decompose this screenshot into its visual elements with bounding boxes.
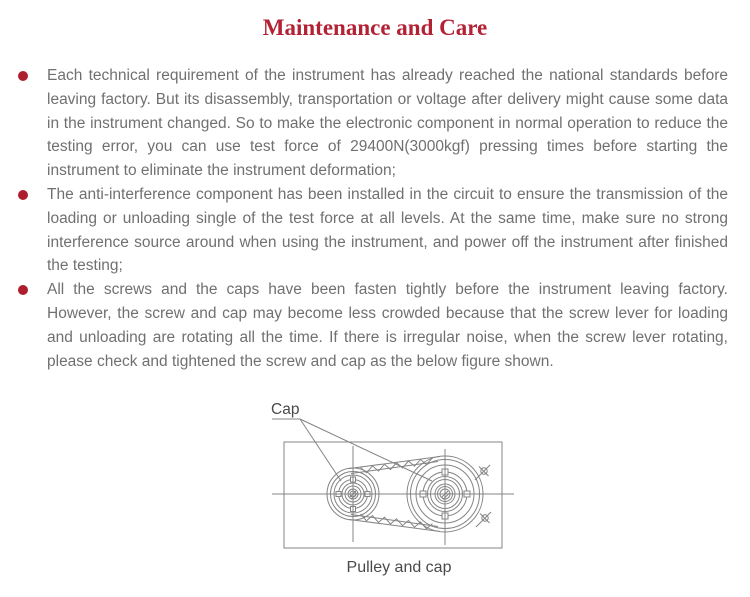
figure-caption: Pulley and cap (346, 559, 452, 576)
list-item (18, 183, 728, 278)
list-item (18, 278, 728, 373)
page-title: Maintenance and Care (262, 15, 488, 40)
screw-symbol-top (475, 465, 490, 480)
bullet-marker (18, 190, 28, 200)
cap-callout (271, 401, 432, 481)
pulley-diagram (0, 395, 750, 597)
bullet-text: All the screws and the caps have been fasten tightly before the instrument leaving factory. However, the screw and cap may become less crowded because that the screw lever for loading and unloading are rotating all the time. If there is irregular noise, when the screw lever rotating, please check and tightened the screw and cap as the below figure shown. (47, 281, 728, 370)
center-lines (272, 446, 514, 545)
list-item (18, 64, 728, 183)
bullet-list (18, 64, 728, 373)
belt-top (350, 457, 441, 474)
screw-symbol-bottom (476, 512, 491, 527)
belt-teeth (361, 514, 433, 529)
bullet-marker (18, 71, 28, 81)
cap-label: Cap (271, 401, 300, 418)
bullet-text: Each technical requirement of the instrument has already reached the national standards before leaving factory. But its disassembly, transportation or voltage after delivery might cause some data in the instrument changed. So to make the electronic component in normal operation to reduce the testing error, you can use test force of 29400N(3000kgf) pressing times before starting the instrument to eliminate the instrument deformation; (47, 67, 728, 180)
bullet-text: The anti-interference component has been installed in the circuit to ensure the transmission of the loading or unloading single of the test force at all levels. At the same time, make sure no strong interference source around when using the instrument, and power off the instrument after finished the testing; (47, 185, 728, 275)
bullet-marker (18, 285, 28, 295)
